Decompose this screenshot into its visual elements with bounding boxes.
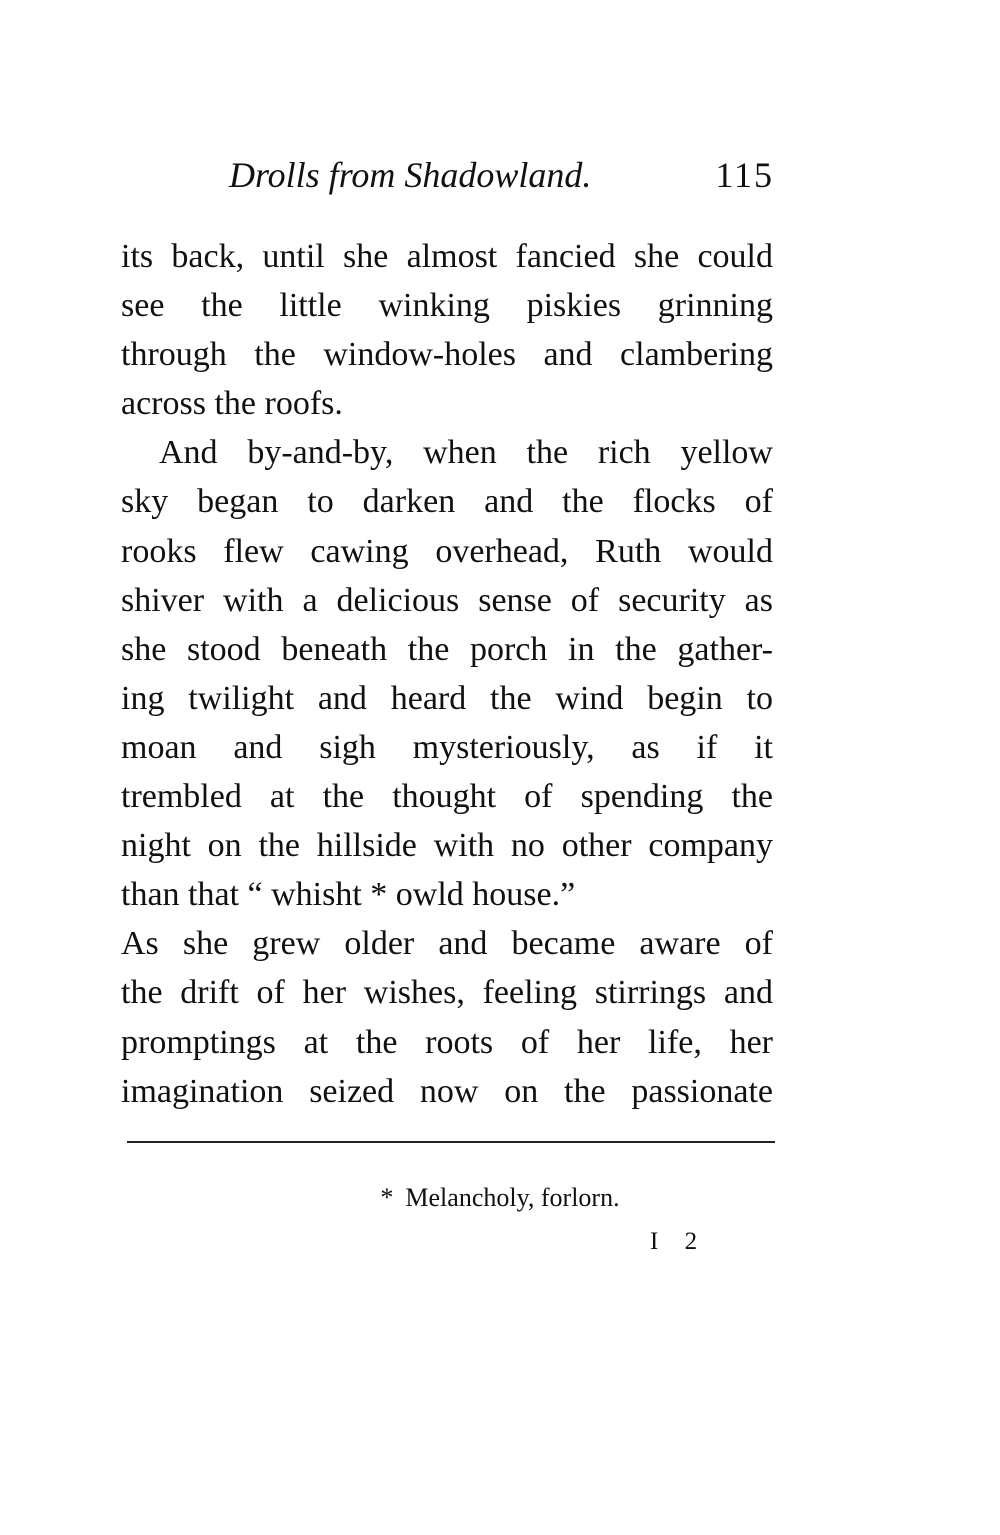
text-line: see the little winking piskies grinning	[121, 287, 773, 325]
paragraph-1	[121, 232, 773, 428]
text-line: As she grew older and became aware of	[121, 925, 773, 963]
paragraph-2	[121, 428, 773, 919]
text-line: than that “ whisht * owld house.”	[121, 876, 576, 914]
text-line: she stood beneath the porch in the gather-	[121, 630, 773, 668]
text-line: And by-and-by, when the rich yellow	[159, 434, 773, 472]
running-head	[229, 150, 774, 200]
text-line: shiver with a delicious sense of security as	[121, 581, 773, 619]
text-line: trembled at the thought of spending the	[121, 778, 773, 816]
text-line: promptings at the roots of her life, her	[121, 1023, 773, 1061]
text-line: rooks flew cawing overhead, Ruth would	[121, 532, 773, 570]
footnote-text: Melancholy, forlorn.	[405, 1183, 620, 1212]
text-line: across the roofs.	[121, 385, 343, 423]
body-text	[121, 232, 773, 1116]
running-title: Drolls from Shadowland.	[229, 155, 592, 195]
footnote-marker: *	[380, 1183, 394, 1212]
text-line: moan and sigh mysteriously, as if it	[121, 728, 773, 766]
paragraph-3	[121, 919, 773, 1115]
text-line: its back, until she almost fancied she could	[121, 238, 773, 275]
text-line: the drift of her wishes, feeling stirrings and	[121, 974, 773, 1012]
text-line: imagination seized now on the passionate	[121, 1072, 773, 1110]
signature-mark: I 2	[650, 1228, 708, 1255]
text-line: night on the hillside with no other company	[121, 827, 773, 865]
text-line: ing twilight and heard the wind begin to	[121, 679, 773, 717]
text-line: through the window-holes and clambering	[121, 336, 773, 374]
footnote	[0, 1180, 1000, 1216]
footnote-rule	[127, 1141, 775, 1143]
text-line: sky began to darken and the flocks of	[121, 483, 773, 521]
page-number: 115	[715, 155, 774, 195]
